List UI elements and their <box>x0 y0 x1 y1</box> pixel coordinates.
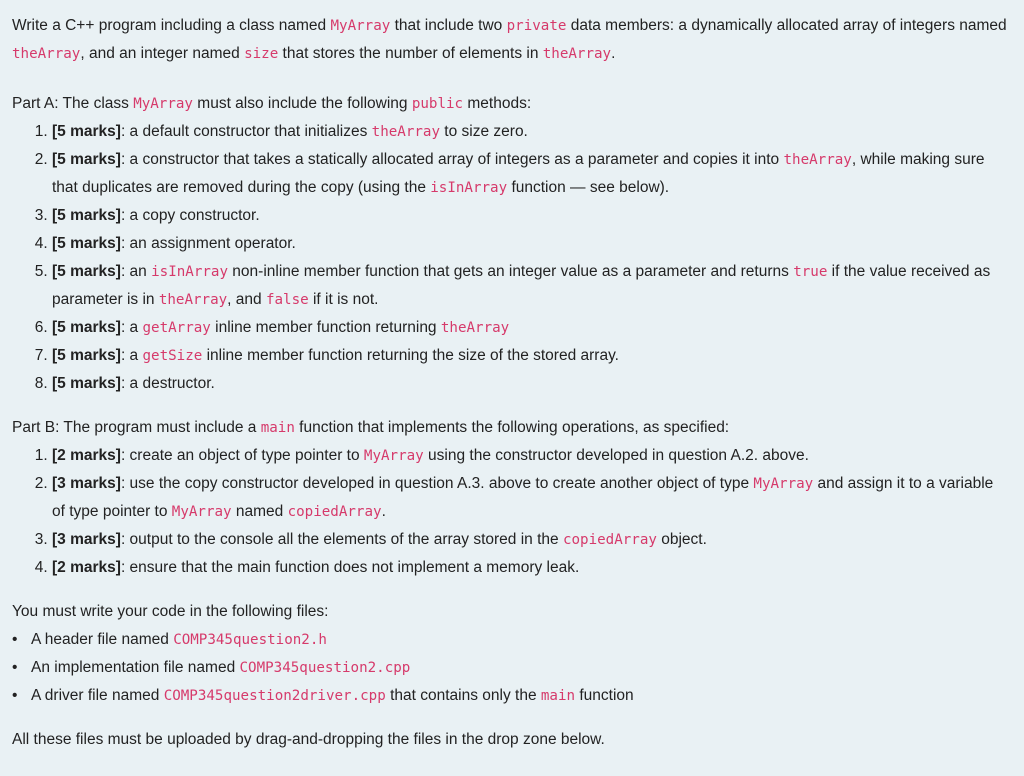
files-list <box>12 626 1010 710</box>
code-myarray: MyArray <box>330 18 391 34</box>
bullet-icon: • <box>12 687 18 704</box>
list-item: • An implementation file named COMP345question2.cpp <box>31 654 1010 682</box>
intro-paragraph: Write a C++ program including a class named MyArray that include two private data members: a dynamically allocated array of integers named theArray, and an integer named size that stores the number of elements in theArray. <box>12 17 1007 62</box>
list-item: 8. [5 marks]: a destructor. <box>52 370 1010 398</box>
list-item: 3. [3 marks]: output to the console all the elements of the array stored in the copiedArray object. <box>52 526 1010 554</box>
part-a-list <box>12 118 1010 398</box>
list-item: 6. [5 marks]: a getArray inline member function returning theArray <box>52 314 1010 342</box>
code-thearray: theArray <box>542 46 612 62</box>
part-b-heading: Part B: The program must include a main function that implements the following operations, as specified: <box>12 419 730 436</box>
footer-note: All these files must be uploaded by drag-and-dropping the files in the drop zone below. <box>12 731 605 748</box>
code-thearray: theArray <box>12 46 81 62</box>
list-item: 1. [5 marks]: a default constructor that initializes theArray to size zero. <box>52 118 1010 146</box>
list-item: 4. [2 marks]: ensure that the main function does not implement a memory leak. <box>52 554 1010 582</box>
list-item: 1. [2 marks]: create an object of type pointer to MyArray using the constructor developed in question A.2. above. <box>52 442 1010 470</box>
list-item: 2. [5 marks]: a constructor that takes a statically allocated array of integers as a parameter and copies it into theArray, while making sure that duplicates are removed during the copy (using the isInArray function — see below). <box>52 146 1010 202</box>
list-item: 7. [5 marks]: a getSize inline member function returning the size of the stored array. <box>52 342 1010 370</box>
part-a-heading: Part A: The class MyArray must also include the following public methods: <box>12 95 532 112</box>
list-item: 5. [5 marks]: an isInArray non-inline member function that gets an integer value as a parameter and returns true if the value received as parameter is in theArray, and false if it is not. <box>52 258 1010 314</box>
list-item: • A driver file named COMP345question2driver.cpp that contains only the main function <box>31 682 1010 710</box>
code-size: size <box>244 46 279 62</box>
list-item: 2. [3 marks]: use the copy constructor developed in question A.3. above to create another object of type MyArray and assign it to a variable of type pointer to MyArray named copiedArray. <box>52 470 1010 526</box>
code-private: private <box>506 18 567 34</box>
bullet-icon: • <box>12 659 18 676</box>
part-b-list <box>12 442 1010 582</box>
list-item: 3. [5 marks]: a copy constructor. <box>52 202 1010 230</box>
files-heading: You must write your code in the following files: <box>12 603 329 620</box>
list-item: • A header file named COMP345question2.h <box>31 626 1010 654</box>
list-item: 4. [5 marks]: an assignment operator. <box>52 230 1010 258</box>
bullet-icon: • <box>12 631 18 648</box>
